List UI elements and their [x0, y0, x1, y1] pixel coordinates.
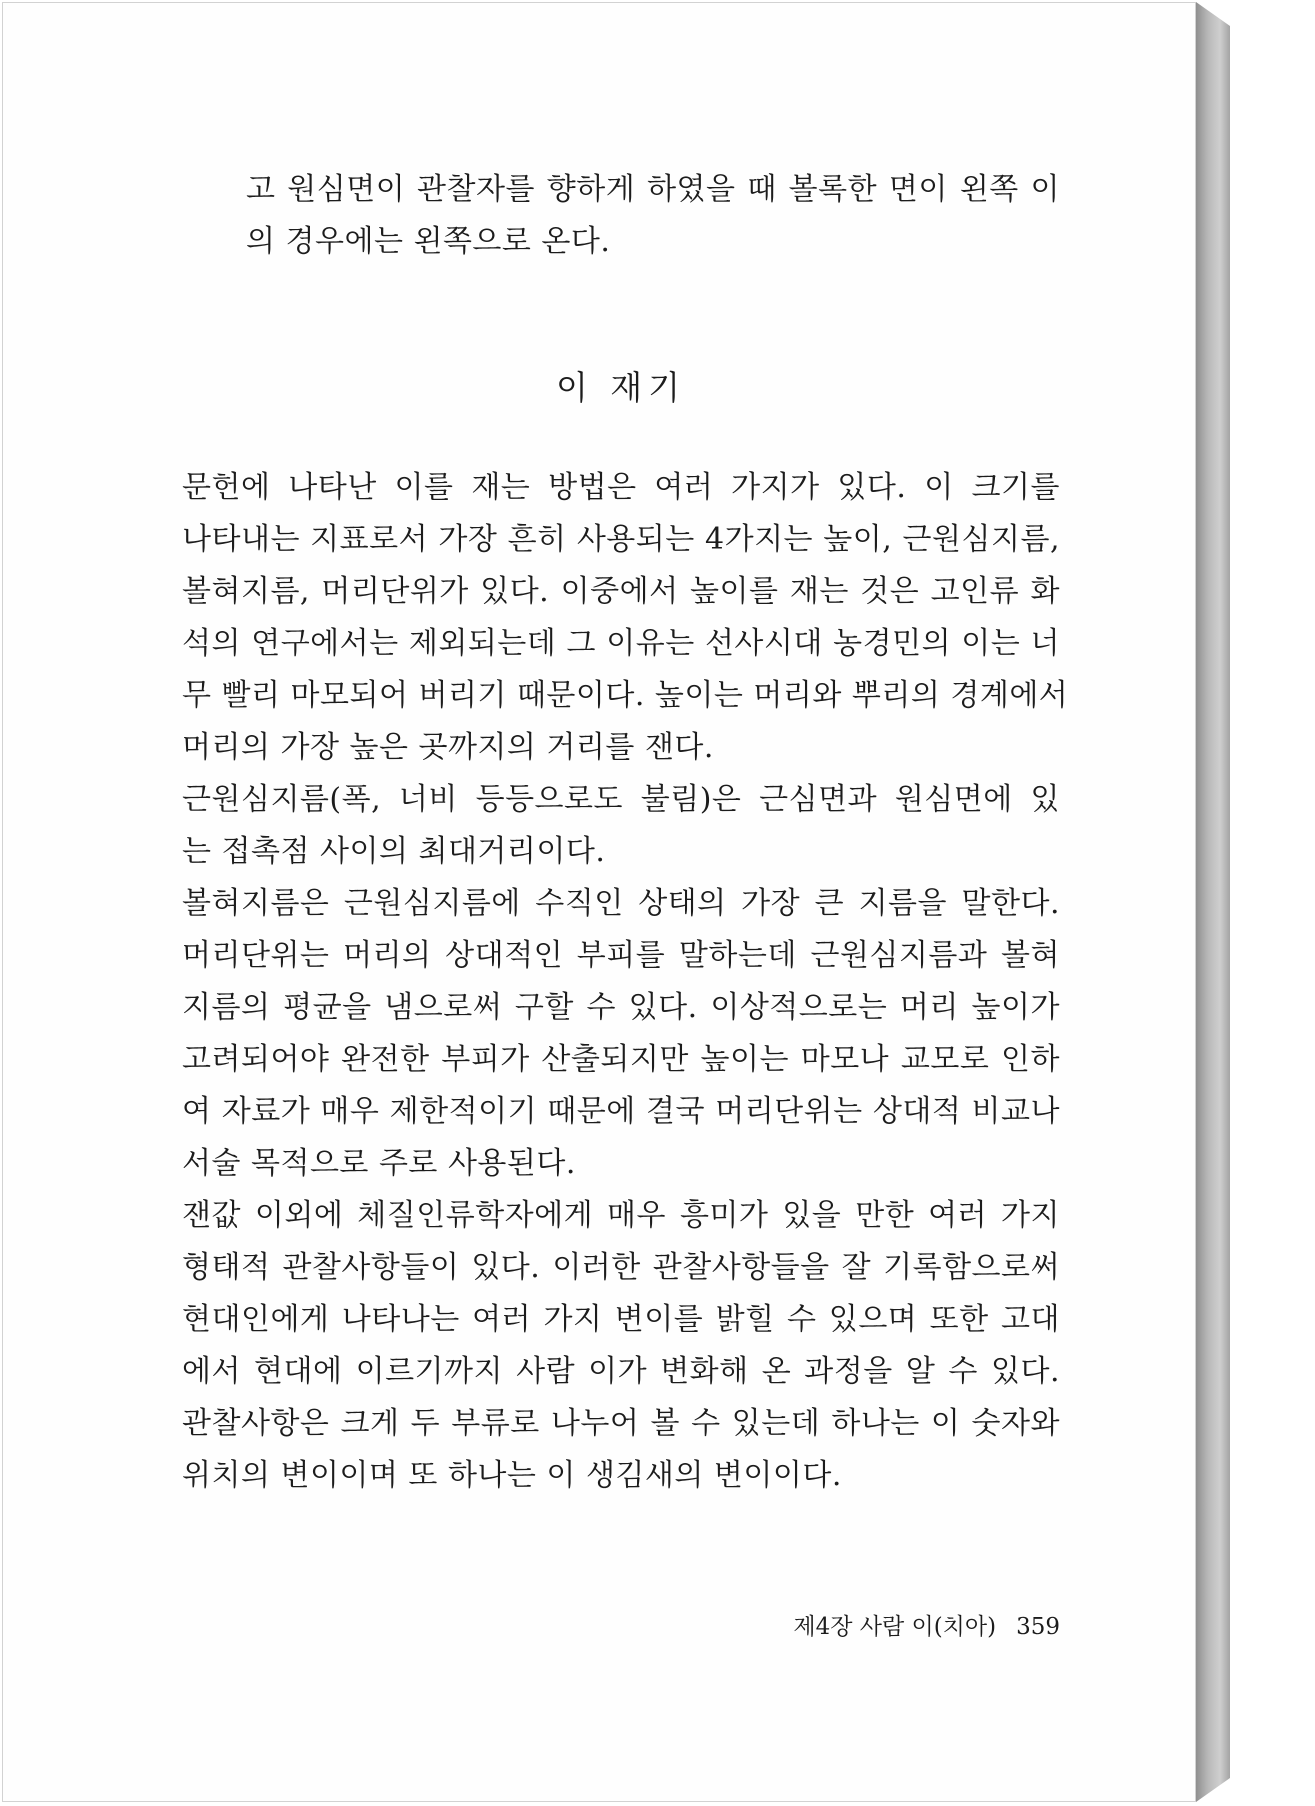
text-line: 고려되어야 완전한 부피가 산출되지만 높이는 마모나 교모로 인하	[182, 1042, 1060, 1077]
top-paragraph	[246, 164, 1060, 268]
text-line: 머리단위는 머리의 상대적인 부피를 말하는데 근원심지름과 볼혀	[182, 938, 1060, 973]
text-line: 서술 목적으로 주로 사용된다.	[182, 1146, 576, 1181]
text-line: 볼혀지름, 머리단위가 있다. 이중에서 높이를 재는 것은 고인류 화	[182, 574, 1060, 609]
text-line: 볼혀지름은 근원심지름에 수직인 상태의 가장 큰 지름을 말한다.	[182, 886, 1060, 921]
body-text	[182, 462, 1069, 1502]
text-line: 현대인에게 나타나는 여러 가지 변이를 밝힐 수 있으며 또한 고대	[182, 1302, 1060, 1337]
text-line: 근원심지름(폭, 너비 등등으로도 불림)은 근심면과 원심면에 있	[182, 782, 1060, 817]
text-line: 위치의 변이이며 또 하나는 이 생김새의 변이이다.	[182, 1458, 842, 1493]
book-page-edge	[1196, 2, 1230, 1802]
text-line: 관찰사항은 크게 두 부류로 나누어 볼 수 있는데 하나는 이 숫자와	[182, 1406, 1060, 1441]
text-line: 지름의 평균을 냄으로써 구할 수 있다. 이상적으로는 머리 높이가	[182, 990, 1060, 1025]
text-line: 의 경우에는 왼쪽으로 온다.	[246, 224, 611, 259]
text-line: 잰값 이외에 체질인류학자에게 매우 흥미가 있을 만한 여러 가지	[182, 1198, 1060, 1233]
text-line: 는 접촉점 사이의 최대거리이다.	[182, 834, 606, 869]
running-footer	[700, 1612, 1060, 1642]
section-heading: 이 재기	[555, 368, 687, 407]
text-line: 석의 연구에서는 제외되는데 그 이유는 선사시대 농경민의 이는 너	[182, 626, 1060, 661]
text-line: 나타내는 지표로서 가장 흔히 사용되는 4가지는 높이, 근원심지름,	[182, 522, 1060, 557]
text-line: 여 자료가 매우 제한적이기 때문에 결국 머리단위는 상대적 비교나	[182, 1094, 1060, 1129]
page-number: 359	[1016, 1614, 1060, 1640]
text-line: 에서 현대에 이르기까지 사람 이가 변화해 온 과정을 알 수 있다.	[182, 1354, 1060, 1389]
chapter-title: 제4장 사람 이(치아)	[793, 1614, 997, 1640]
text-line: 고 원심면이 관찰자를 향하게 하였을 때 볼록한 면이 왼쪽 이	[246, 172, 1060, 207]
text-line: 머리의 가장 높은 곳까지의 거리를 잰다.	[182, 730, 714, 765]
text-line: 무 빨리 마모되어 버리기 때문이다. 높이는 머리와 뿌리의 경계에서	[182, 678, 1069, 713]
text-line: 문헌에 나타난 이를 재는 방법은 여러 가지가 있다. 이 크기를	[182, 470, 1060, 505]
text-line: 형태적 관찰사항들이 있다. 이러한 관찰사항들을 잘 기록함으로써	[182, 1250, 1060, 1285]
